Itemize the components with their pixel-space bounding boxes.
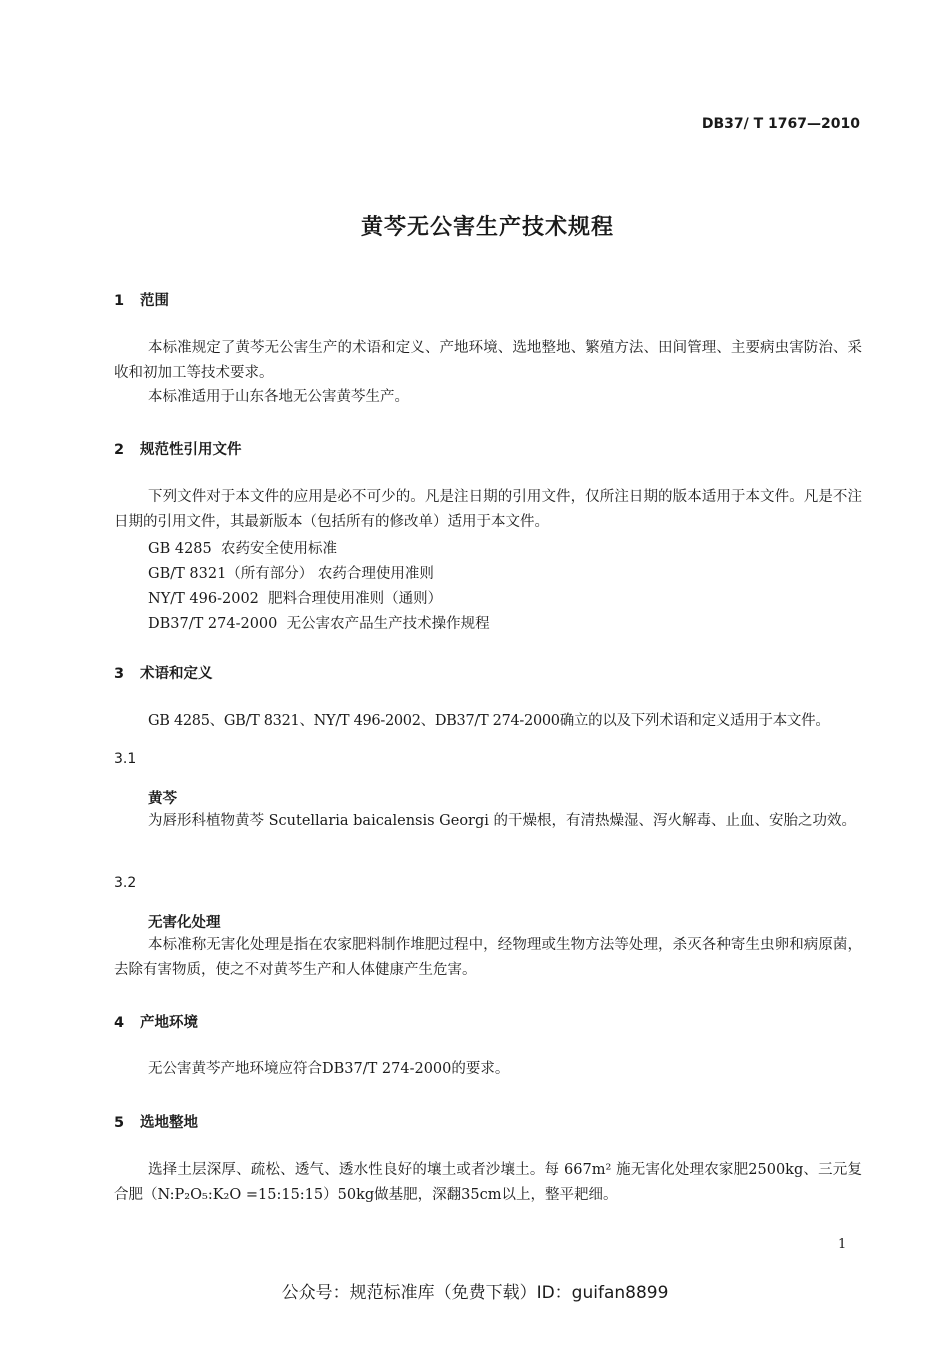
section-number: 5 — [114, 1115, 125, 1131]
section-number: 1 — [114, 293, 125, 309]
section-1-paragraph-2: 本标准适用于山东各地无公害黄芩生产。 — [148, 389, 409, 405]
section-number: 4 — [114, 1015, 125, 1031]
section-title: 范围 — [140, 293, 169, 309]
term-3-2-number: 3.2 — [114, 875, 137, 891]
term-3-2-title: 无害化处理 — [148, 915, 221, 931]
page-number: 1 — [838, 1237, 847, 1252]
reference-item: NY/T 496-2002 肥料合理使用准则（通则） — [148, 591, 443, 607]
section-3-heading — [114, 662, 213, 683]
section-4-paragraph-1: 无公害黄芩产地环境应符合DB37/T 274-2000的要求。 — [148, 1061, 510, 1077]
reference-item: DB37/T 274-2000 无公害农产品生产技术操作规程 — [148, 616, 490, 632]
term-3-1-definition: 为唇形科植物黄芩 Scutellaria baicalensis Georgi 的干燥根，有清热燥湿、泻火解毒、止血、安胎之功效。 — [148, 813, 857, 829]
section-number: 3 — [114, 666, 125, 682]
footer-watermark: 公众号：规范标准库（免费下载）ID：guifan8899 — [281, 1283, 669, 1303]
section-title: 规范性引用文件 — [140, 442, 242, 458]
section-2-heading — [114, 438, 242, 459]
term-3-1-title: 黄芩 — [148, 791, 177, 807]
section-number: 2 — [114, 442, 125, 458]
section-5-heading — [114, 1111, 198, 1132]
section-1-heading — [114, 289, 169, 310]
section-2-paragraph-1: 下列文件对于本文件的应用是必不可少的。凡是注日期的引用文件，仅所注日期的版本适用于本文件。凡是不注日期的引用文件，其最新版本（包括所有的修改单）适用于本文件。 — [114, 489, 862, 530]
term-3-2-definition: 本标准称无害化处理是指在农家肥料制作堆肥过程中，经物理或生物方法等处理，杀灭各种寄生虫卵和病原菌，去除有害物质，使之不对黄芩生产和人体健康产生危害。 — [114, 937, 862, 978]
section-title: 术语和定义 — [140, 666, 213, 682]
document-number: DB37/ T 1767—2010 — [701, 116, 860, 132]
reference-item: GB 4285 农药安全使用标准 — [148, 541, 337, 557]
section-title: 选地整地 — [140, 1115, 198, 1131]
section-title: 产地环境 — [140, 1015, 198, 1031]
term-3-1-number: 3.1 — [114, 751, 137, 767]
page-title: 黄芩无公害生产技术规程 — [360, 215, 614, 240]
section-3-paragraph-1: GB 4285、GB/T 8321、NY/T 496-2002、DB37/T 274-2000确立的以及下列术语和定义适用于本文件。 — [148, 713, 830, 729]
section-4-heading — [114, 1011, 198, 1032]
reference-item: GB/T 8321（所有部分） 农药合理使用准则 — [148, 566, 434, 582]
section-5-paragraph-1: 选择土层深厚、疏松、透气、透水性良好的壤土或者沙壤土。每 667m² 施无害化处理农家肥2500kg、三元复合肥（N:P₂O₅:K₂O =15:15:15）50kg做基肥，深翻35cm以上，整平耙细。 — [114, 1162, 862, 1203]
section-1-paragraph-1: 本标准规定了黄芩无公害生产的术语和定义、产地环境、选地整地、繁殖方法、田间管理、主要病虫害防治、采收和初加工等技术要求。 — [114, 340, 862, 381]
